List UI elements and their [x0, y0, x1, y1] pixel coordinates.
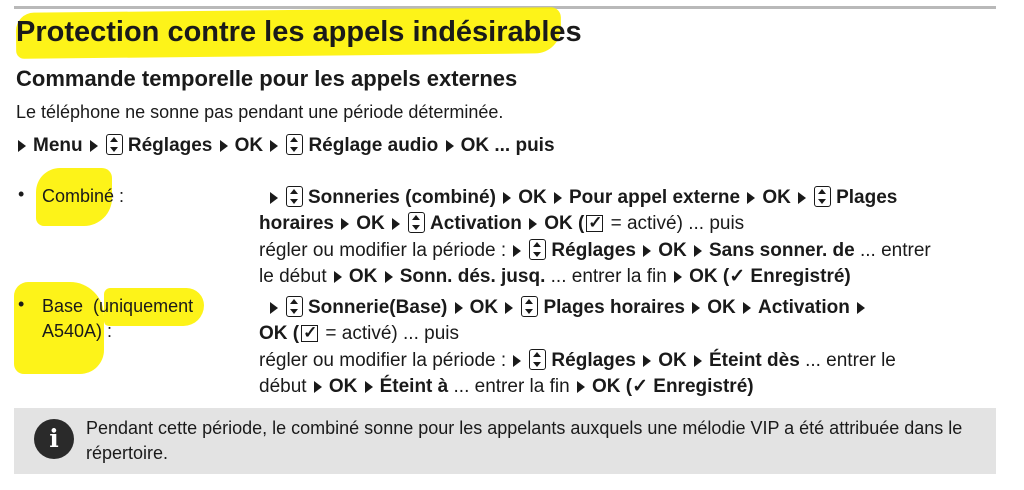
page-title: Protection contre les appels indésirables — [16, 16, 582, 48]
instruction-text: le début — [259, 266, 327, 287]
base-step-4 — [259, 374, 754, 400]
arrow-icon — [747, 192, 755, 204]
arrow-icon — [505, 302, 513, 314]
arrow-icon — [694, 245, 702, 257]
arrow-icon — [314, 381, 322, 393]
reglages-item: Réglages — [127, 135, 213, 156]
nav-key-icon — [106, 134, 123, 155]
section-title: Commande temporelle pour les appels externes — [16, 66, 518, 91]
arrow-icon — [674, 271, 682, 283]
arrow-icon — [365, 381, 373, 393]
combine-step-4 — [259, 264, 851, 290]
nav-key-icon — [286, 296, 303, 317]
arrow-icon — [90, 140, 98, 152]
arrow-icon — [446, 140, 454, 152]
arrow-icon — [692, 302, 700, 314]
nav-key-icon — [814, 186, 831, 207]
ok-key: OK ( — [544, 213, 585, 234]
arrow-icon — [455, 302, 463, 314]
arrow-icon — [643, 245, 651, 257]
ok-key: OK ( — [259, 323, 300, 344]
ok-key: OK ( — [591, 376, 633, 397]
combine-step-3 — [259, 238, 931, 264]
menu-item: Activation — [430, 213, 522, 234]
ok-key: OK — [658, 350, 687, 371]
arrow-icon — [694, 355, 702, 367]
checkbox-checked-icon — [586, 215, 603, 232]
arrow-icon — [270, 192, 278, 204]
ok-key: OK — [469, 297, 499, 318]
bullet: • — [18, 184, 25, 204]
base-label — [42, 294, 193, 318]
arrow-icon — [798, 192, 806, 204]
combine-label: Combiné : — [42, 186, 125, 206]
menu-item: Réglages — [551, 240, 636, 261]
label-text: (uniquement — [93, 296, 194, 316]
arrow-icon — [513, 245, 521, 257]
note-text: ... puis — [403, 323, 459, 344]
arrow-icon — [643, 355, 651, 367]
arrow-icon — [554, 192, 562, 204]
base-step-3 — [259, 348, 896, 374]
arrow-icon — [220, 140, 228, 152]
menu-key: Menu — [33, 135, 83, 156]
menu-item: Éteint dès — [708, 350, 800, 371]
bullet: • — [18, 294, 25, 314]
ok-key: OK — [356, 213, 385, 234]
arrow-icon — [18, 140, 26, 152]
arrow-icon — [270, 140, 278, 152]
ok-key: OK — [762, 187, 791, 208]
arrow-icon — [513, 355, 521, 367]
ok-key: OK — [658, 240, 687, 261]
nav-key-icon — [529, 349, 546, 370]
menu-item: Sans sonner. de — [708, 240, 855, 261]
menu-item: Réglages — [551, 350, 636, 371]
arrow-icon — [577, 381, 585, 393]
instruction-text: ... entrer la fin — [453, 376, 570, 397]
menu-item: Pour appel externe — [568, 187, 741, 208]
ok-key: OK — [328, 376, 358, 397]
label-text: Base — [42, 296, 84, 316]
menu-item: Activation — [758, 297, 850, 318]
note-text: = activé) — [610, 213, 683, 234]
intro-text: Le téléphone ne sonne pas pendant une période déterminée. — [16, 102, 504, 122]
menu-item: Enregistré) — [750, 266, 851, 287]
base-step-2 — [259, 321, 459, 347]
instruction-text: ... entrer la fin — [550, 266, 667, 287]
menu-path — [16, 133, 555, 159]
menu-item: Sonnerie(Base) — [308, 297, 448, 318]
info-icon: i — [34, 419, 74, 459]
menu-item: Plages — [836, 187, 898, 208]
note-text: ... puis — [688, 213, 745, 234]
note-text: = activé) — [325, 323, 398, 344]
arrow-icon — [392, 218, 400, 230]
instruction-text: ... entrer — [859, 240, 931, 261]
instruction-text: régler ou modifier la période : — [259, 350, 507, 371]
puis-text: ... puis — [494, 135, 555, 156]
nav-key-icon — [529, 239, 546, 260]
checkbox-checked-icon — [301, 325, 318, 342]
menu-item: Plages horaires — [543, 297, 685, 318]
reglage-audio-item: Réglage audio — [308, 135, 439, 156]
ok-key: OK ( — [689, 266, 730, 287]
arrow-icon — [503, 192, 511, 204]
base-step-1 — [268, 295, 872, 321]
ok-key: OK — [460, 135, 490, 156]
nav-key-icon — [408, 212, 425, 233]
nav-key-icon — [521, 296, 538, 317]
nav-key-icon — [286, 186, 303, 207]
menu-item: Enregistré) — [653, 376, 754, 397]
instruction-text: ... entrer le — [805, 350, 896, 371]
combine-step-1 — [268, 185, 897, 211]
arrow-icon — [857, 302, 865, 314]
arrow-icon — [385, 271, 393, 283]
combine-step-2 — [259, 211, 744, 237]
ok-key: OK — [234, 135, 264, 156]
arrow-icon — [743, 302, 751, 314]
ok-key: OK — [518, 187, 547, 208]
instruction-text: régler ou modifier la période : — [259, 240, 507, 261]
checkmark-icon: ✓ — [729, 266, 746, 287]
checkmark-icon: ✓ — [632, 376, 648, 397]
info-box — [14, 408, 996, 474]
arrow-icon — [270, 302, 278, 314]
arrow-icon — [334, 271, 342, 283]
menu-item: Sonneries (combiné) — [308, 187, 496, 208]
menu-item: Sonn. dés. jusq. — [399, 266, 546, 287]
arrow-icon — [529, 218, 537, 230]
nav-key-icon — [286, 134, 303, 155]
instruction-text: début — [259, 376, 307, 397]
ok-key: OK — [707, 297, 736, 318]
ok-key: OK — [348, 266, 378, 287]
base-label-2: A540A) : — [42, 321, 113, 341]
info-text: Pendant cette période, le combiné sonne pour les appelants auxquels une mélodie VIP a été attribuée dans le répertoire. — [86, 418, 963, 463]
menu-item: horaires — [259, 213, 334, 234]
menu-item: Éteint à — [379, 376, 449, 397]
arrow-icon — [341, 218, 349, 230]
